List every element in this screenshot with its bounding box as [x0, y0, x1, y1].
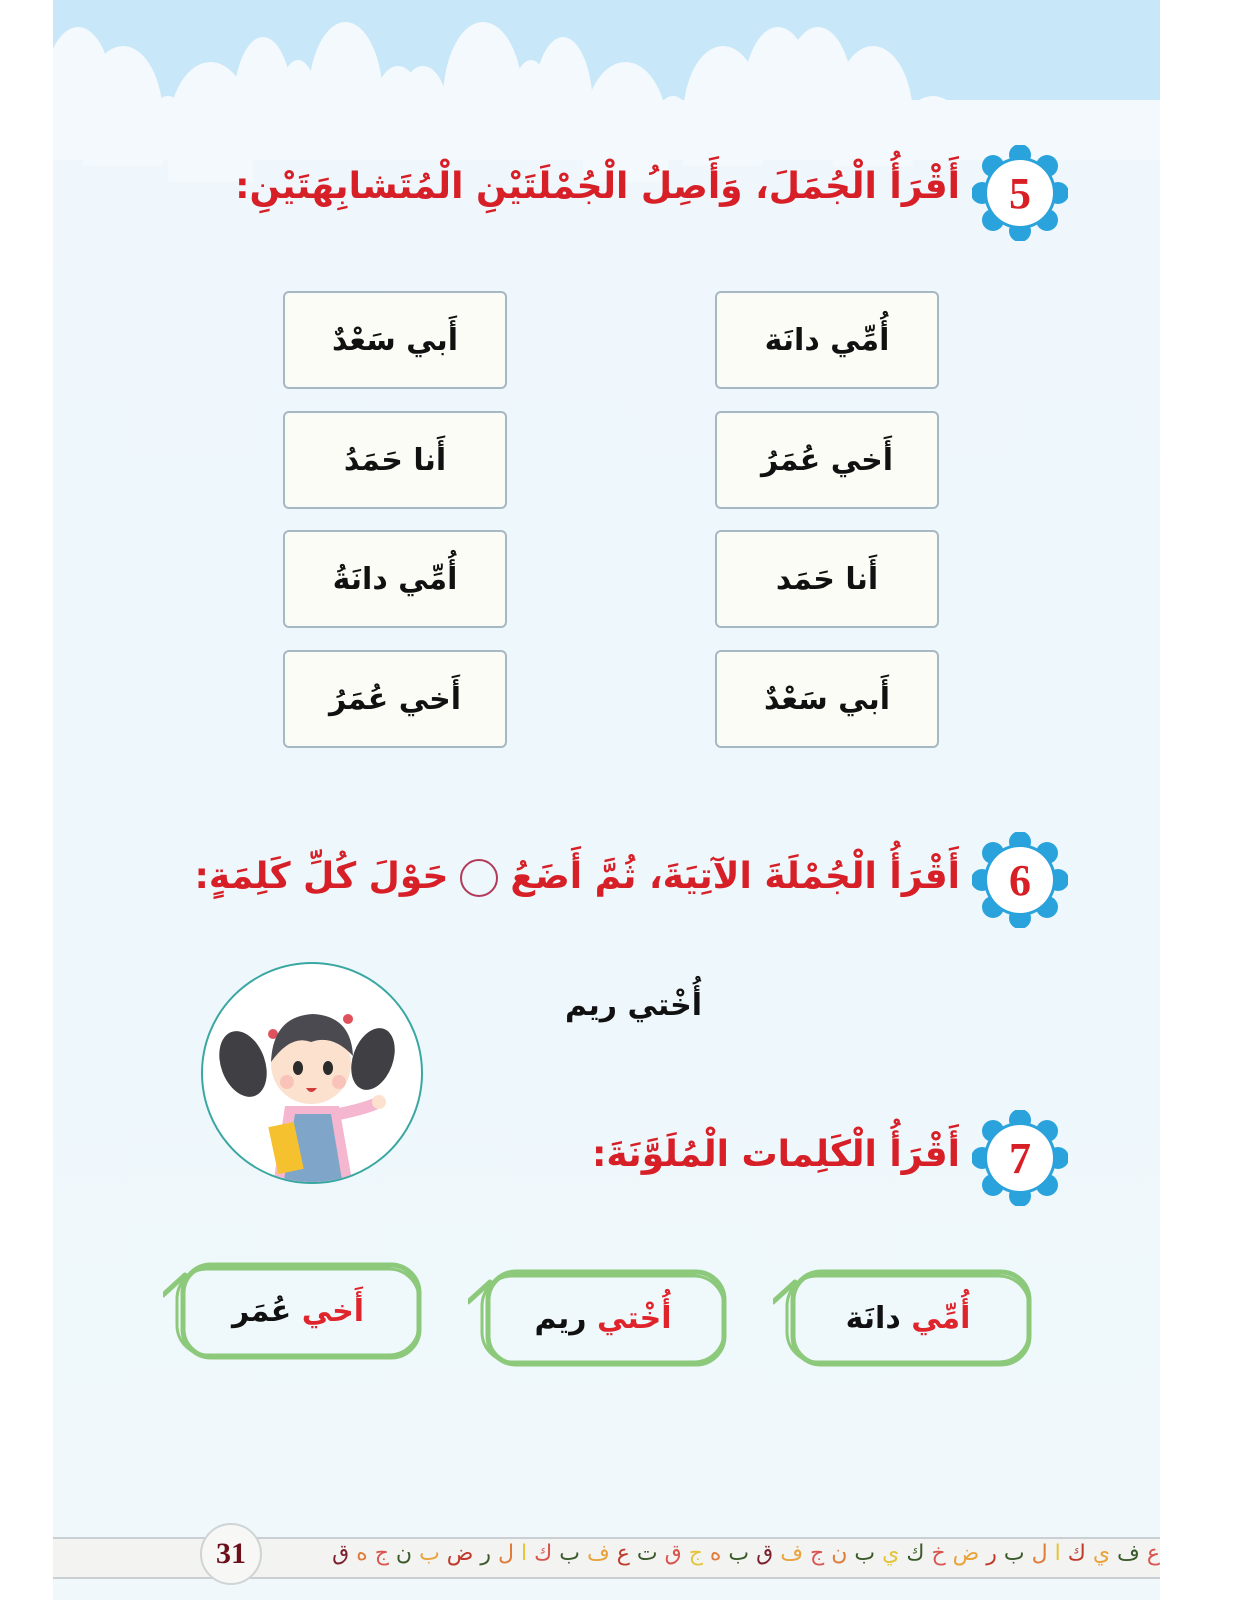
instruction-part-1: أَقْرَأُ الْجُمْلَةَ الآتِيَةَ، ثُمَّ أَضَعُ [510, 856, 960, 897]
exercise-5-badge [972, 145, 1068, 241]
circle-outline-icon [460, 859, 498, 897]
card-text: أَبي سَعْدٌ [763, 681, 891, 717]
girl-with-book-icon [203, 964, 423, 1184]
exercise-number: 6 [1009, 855, 1031, 905]
decorative-letters: ع ف ي ك ا ل ب ر ض خ ك ي ب ن ج ف ق ب ه ج ق ت ع ف ب ك ا ل ر ض ب ن ج ه ق [332, 1541, 1160, 1566]
match-card-left-2[interactable] [283, 411, 507, 509]
clouds-decoration [53, 0, 1160, 140]
exercise-7-instruction: أَقْرَأُ الْكَلِمات الْمُلَوَّنَةَ: [591, 1134, 960, 1175]
girl-illustration [201, 962, 423, 1184]
colored-word-frame-1 [773, 1262, 1043, 1374]
colored-word-frame-2 [468, 1262, 738, 1374]
page-number: 31 [200, 1523, 262, 1585]
highlighted-word: أُمِّي [911, 1300, 971, 1336]
workbook-page [53, 0, 1160, 1600]
exercise-6-badge [972, 832, 1068, 928]
card-text: أَخي عُمَرُ [329, 681, 461, 717]
plain-word: عُمَر [232, 1293, 292, 1329]
card-text: أَبي سَعْدٌ [331, 322, 459, 358]
match-card-left-4[interactable] [283, 650, 507, 748]
plain-word: دانَة [845, 1300, 901, 1336]
match-card-right-4[interactable] [715, 650, 939, 748]
exercise-number: 7 [1009, 1133, 1031, 1183]
exercise-number: 5 [1009, 168, 1031, 218]
exercise-6-sentence: أُخْتي ريم [565, 988, 703, 1023]
exercise-6-instruction [195, 856, 960, 897]
match-card-left-3[interactable] [283, 530, 507, 628]
exercise-5-instruction: أَقْرَأُ الْجُمَلَ، وَأَصِلُ الْجُمْلَتَيْنِ الْمُتَشابِهَتَيْنِ: [235, 166, 960, 207]
card-text: أُمِّي دانَة [764, 322, 890, 358]
card-text: أَخي عُمَرُ [761, 442, 893, 478]
instruction-part-2: حَوْلَ كُلِّ كَلِمَةٍ: [194, 856, 449, 897]
exercise-7-badge [972, 1110, 1068, 1206]
match-card-right-3[interactable] [715, 530, 939, 628]
card-text: أُمِّي دانَةُ [332, 561, 458, 597]
plain-word: ريم [534, 1300, 587, 1336]
card-text: أَنا حَمَد [775, 561, 879, 597]
colored-word-frame-3 [163, 1255, 433, 1367]
highlighted-word: أُخْتي [597, 1300, 672, 1336]
match-card-right-1[interactable] [715, 291, 939, 389]
highlighted-word: أَخي [301, 1293, 364, 1329]
card-text: أَنا حَمَدُ [343, 442, 447, 478]
match-card-left-1[interactable] [283, 291, 507, 389]
match-card-right-2[interactable] [715, 411, 939, 509]
